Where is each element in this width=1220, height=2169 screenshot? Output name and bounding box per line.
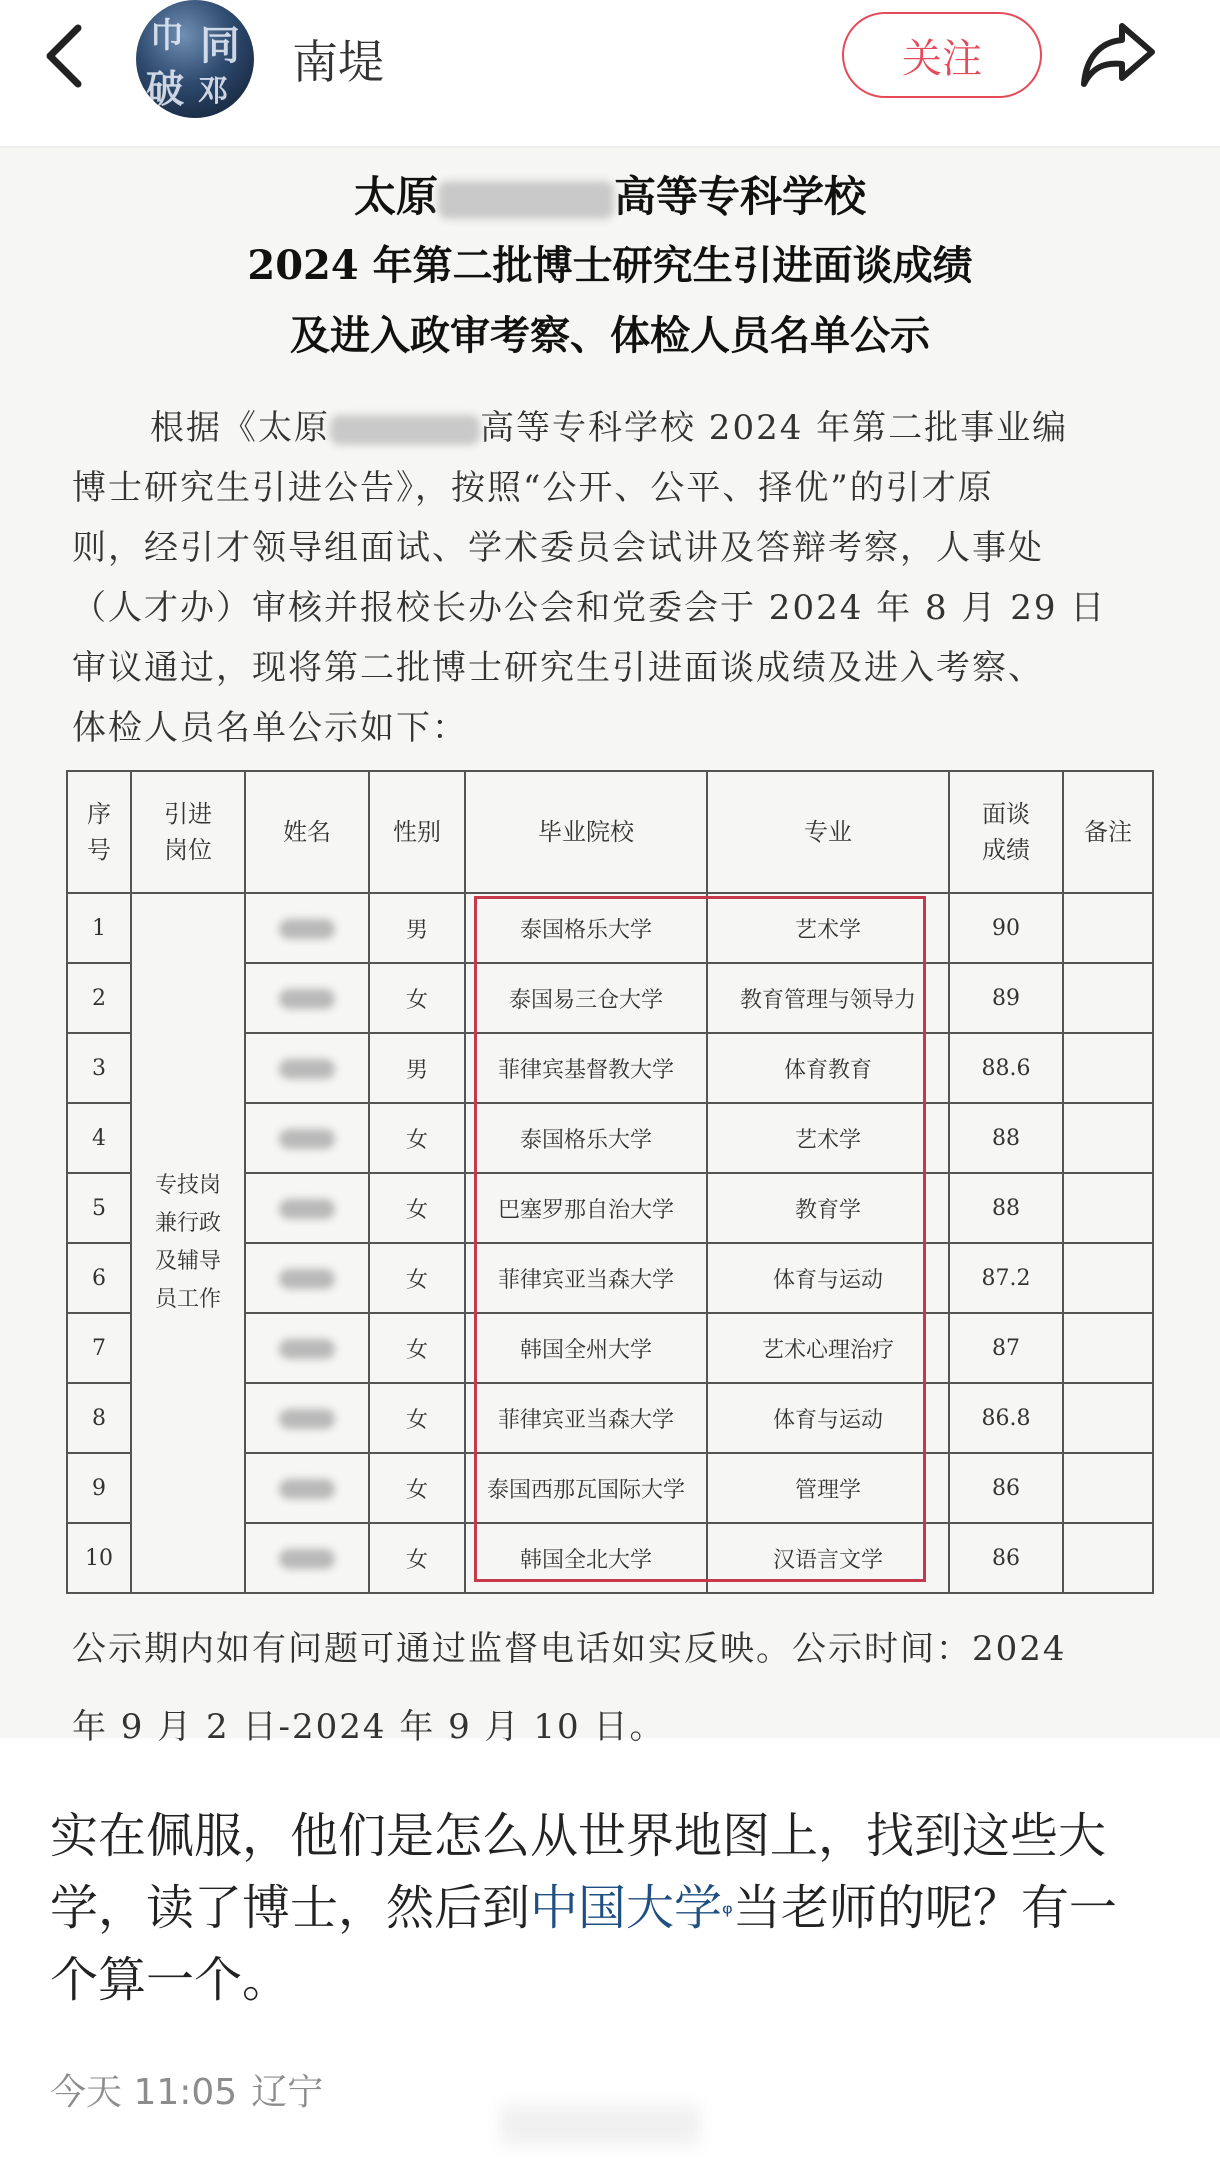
cell-remark — [1063, 1033, 1153, 1103]
cell-major: 艺术学 — [707, 893, 949, 963]
redacted-school-name — [330, 415, 480, 445]
cell-no: 6 — [67, 1243, 131, 1313]
post-text: 实在佩服，他们是怎么从世界地图上，找到这些大 学，读了博士，然后到中国大学$^ᵠ$当老师的呢？有一 个算一个。 — [50, 1808, 1117, 2008]
back-arrow-icon[interactable] — [38, 22, 98, 92]
cell-school: 菲律宾亚当森大学 — [465, 1383, 707, 1453]
header-position: 引进 岗位 — [131, 771, 245, 893]
post-meta — [50, 2064, 323, 2115]
cell-position: 专技岗 兼行政 及辅导 员工作 — [131, 893, 245, 1593]
cell-score: 87.2 — [949, 1243, 1063, 1313]
cell-remark — [1063, 1243, 1153, 1313]
header-school: 毕业院校 — [465, 771, 707, 893]
cell-school: 韩国全州大学 — [465, 1313, 707, 1383]
cell-score: 88 — [949, 1103, 1063, 1173]
cell-remark — [1063, 1173, 1153, 1243]
cell-gender: 女 — [369, 963, 465, 1033]
cell-gender: 男 — [369, 1033, 465, 1103]
cell-name-redacted — [245, 1523, 369, 1593]
cell-name-redacted — [245, 1033, 369, 1103]
doc-title-line-1: 太原 高等专科学校 — [353, 172, 867, 221]
cell-gender: 男 — [369, 893, 465, 963]
cell-school: 泰国格乐大学 — [465, 893, 707, 963]
cell-major: 艺术心理治疗 — [707, 1313, 949, 1383]
header-score: 面谈 成绩 — [949, 771, 1063, 893]
cell-remark — [1063, 1523, 1153, 1593]
cell-score: 87 — [949, 1313, 1063, 1383]
cell-gender: 女 — [369, 1103, 465, 1173]
cell-remark — [1063, 1383, 1153, 1453]
doc-title-line-2: 2024 年第二批博士研究生引进面谈成绩 — [247, 242, 973, 289]
cell-remark — [1063, 1453, 1153, 1523]
cell-score: 86 — [949, 1523, 1063, 1593]
cell-school: 菲律宾亚当森大学 — [465, 1243, 707, 1313]
doc-footer: 公示期内如有问题可通过监督电话如实反映。公示时间：2024 年 9 月 2 日-2024 年 9 月 10 日。 — [72, 1629, 1067, 1747]
cell-name-redacted — [245, 963, 369, 1033]
cell-score: 86.8 — [949, 1383, 1063, 1453]
cell-major: 体育与运动 — [707, 1383, 949, 1453]
top-bar — [0, 0, 1220, 148]
topic-link[interactable]: 中国大学$^ᵠ$ — [530, 1880, 733, 1936]
cell-major: 教育学 — [707, 1173, 949, 1243]
cell-school: 泰国格乐大学 — [465, 1103, 707, 1173]
cell-score: 90 — [949, 893, 1063, 963]
cell-remark — [1063, 963, 1153, 1033]
cell-major: 艺术学 — [707, 1103, 949, 1173]
cell-score: 88.6 — [949, 1033, 1063, 1103]
overlay-blur — [500, 2105, 700, 2145]
cell-major: 体育与运动 — [707, 1243, 949, 1313]
cell-name-redacted — [245, 893, 369, 963]
cell-score: 88 — [949, 1173, 1063, 1243]
cell-school: 泰国西那瓦国际大学 — [465, 1453, 707, 1523]
doc-title-line-3: 及进入政审考察、体检人员名单公示 — [290, 312, 930, 359]
cell-remark — [1063, 893, 1153, 963]
cell-no: 1 — [67, 893, 131, 963]
cell-no: 9 — [67, 1453, 131, 1523]
cell-remark — [1063, 1103, 1153, 1173]
share-icon[interactable] — [1078, 18, 1158, 94]
follow-button[interactable]: 关注 — [842, 12, 1042, 98]
cell-gender: 女 — [369, 1243, 465, 1313]
header-remark: 备注 — [1063, 771, 1153, 893]
search-icon: ᵠ — [722, 1899, 733, 1929]
cell-major: 教育管理与领导力 — [707, 963, 949, 1033]
cell-no: 4 — [67, 1103, 131, 1173]
avatar[interactable]: 巾 同 破 邓 — [136, 0, 254, 118]
cell-score: 89 — [949, 963, 1063, 1033]
cell-school: 韩国全北大学 — [465, 1523, 707, 1593]
cell-name-redacted — [245, 1453, 369, 1523]
cell-name-redacted — [245, 1383, 369, 1453]
author-name[interactable]: 南堤 — [292, 35, 384, 89]
post-location: 辽宁 — [251, 2072, 324, 2113]
header-no: 序 号 — [67, 771, 131, 893]
cell-school: 泰国易三仓大学 — [465, 963, 707, 1033]
cell-name-redacted — [245, 1103, 369, 1173]
cell-gender: 女 — [369, 1313, 465, 1383]
cell-no: 3 — [67, 1033, 131, 1103]
cell-no: 2 — [67, 963, 131, 1033]
cell-name-redacted — [245, 1243, 369, 1313]
cell-no: 10 — [67, 1523, 131, 1593]
header-major: 专业 — [707, 771, 949, 893]
cell-gender: 女 — [369, 1383, 465, 1453]
cell-remark — [1063, 1313, 1153, 1383]
highlight-box — [474, 896, 926, 1582]
cell-no: 7 — [67, 1313, 131, 1383]
cell-gender: 女 — [369, 1173, 465, 1243]
redacted-school-name — [438, 181, 614, 219]
post-time: 今天 11:05 — [50, 2072, 238, 2113]
notice-image[interactable] — [0, 148, 1220, 1747]
cell-major: 体育教育 — [707, 1033, 949, 1103]
cell-school: 菲律宾基督教大学 — [465, 1033, 707, 1103]
header-gender: 性别 — [369, 771, 465, 893]
cell-score: 86 — [949, 1453, 1063, 1523]
cell-no: 5 — [67, 1173, 131, 1243]
table-header-row — [67, 771, 1153, 893]
cell-gender: 女 — [369, 1523, 465, 1593]
cell-major: 管理学 — [707, 1453, 949, 1523]
cell-name-redacted — [245, 1173, 369, 1243]
doc-paragraph: 根据《太原 高等专科学校 2024 年第二批事业编 博士研究生引进公告》，按照“公开、公平、择优”的引才原 则，经引才领导组面试、学术委员会试讲及答辩考察，人事处 （人才办）审核并报校长办公会和党委会于 2024 年 8 月 29 日 审议通过，现将第二批博士研究生引进面谈成绩及进入考察、 体检人员名单公示如下： — [72, 408, 1107, 748]
cell-gender: 女 — [369, 1453, 465, 1523]
header-name: 姓名 — [245, 771, 369, 893]
cell-major: 汉语言文学 — [707, 1523, 949, 1593]
cell-no: 8 — [67, 1383, 131, 1453]
cell-name-redacted — [245, 1313, 369, 1383]
cell-school: 巴塞罗那自治大学 — [465, 1173, 707, 1243]
